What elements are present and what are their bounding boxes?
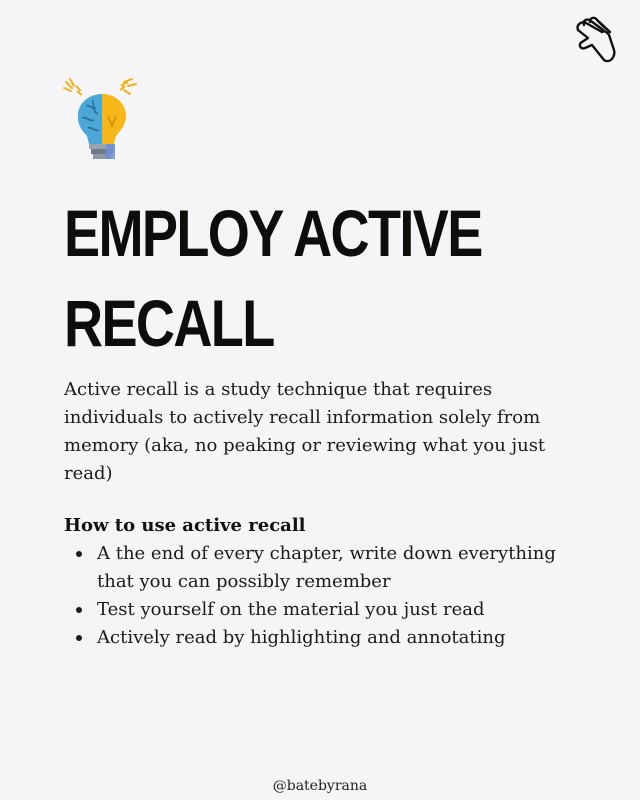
swipe-hand-icon xyxy=(572,16,618,66)
author-handle: @batebyrana xyxy=(272,778,368,794)
list-item: A the end of every chapter, write down everything that you can possibly remember xyxy=(64,540,584,596)
list-item: Test yourself on the material you just read xyxy=(64,596,584,624)
steps-list xyxy=(64,540,584,652)
brain-lightbulb-icon xyxy=(62,76,144,162)
intro-paragraph: Active recall is a study technique that requires individuals to actively recall information solely from memory (aka, no peaking or reviewing what you just read) xyxy=(64,379,546,484)
page-title: EMPLOY ACTIVE RECALL xyxy=(64,196,482,360)
list-item: Actively read by highlighting and annotating xyxy=(64,624,584,652)
howto-heading: How to use active recall xyxy=(64,515,306,536)
